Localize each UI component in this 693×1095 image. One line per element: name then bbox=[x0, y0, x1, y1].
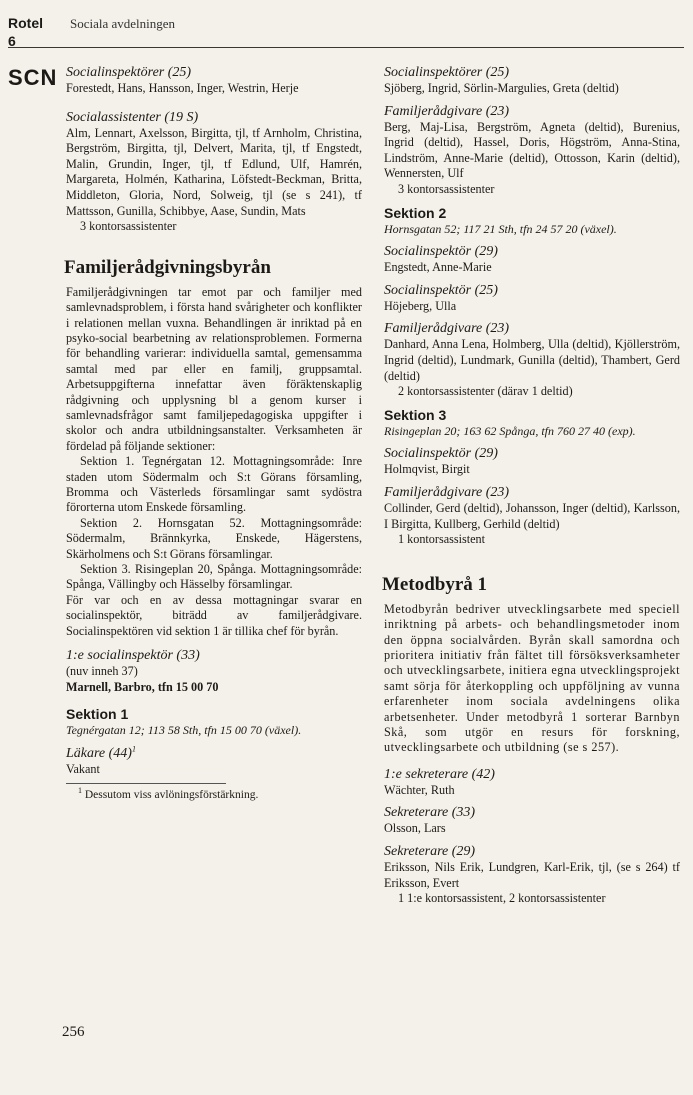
role-heading: 1:e socialinspektör (33) bbox=[66, 648, 200, 664]
staff-names: Holmqvist, Birgit bbox=[384, 462, 470, 477]
staff-names: Eriksson, Nils Erik, Lundgren, Karl-Erik, tjl, (se s 264) tf Eriksson, Evert bbox=[384, 859, 680, 890]
section-title: Sociala avdelningen bbox=[70, 16, 176, 31]
role-heading: Socialinspektör (29) bbox=[384, 446, 498, 462]
header-corner-number: 6 bbox=[8, 33, 16, 49]
role-heading: Familjerådgivare (23) bbox=[384, 103, 510, 119]
section-address: Hornsgatan 52; 117 21 Sth, tfn 24 57 20 (växel). bbox=[384, 221, 617, 236]
bureau-description: Familjerådgivningen tar emot par och familjer med samlevnadsproblem, i första hand svårigheter och konflikter i relationen mellan vuxna. Behandlingen är inriktad på en psyko-social bearbetning av relationsproblemen. Formerna för behandling varierar: individuella samtal, gemensamma samtal med par eller en familj, gruppsamtal. Arbetsuppgifterna innefattar även föräktenskaplig rådgivning och upplysning bl a genom kurser i samlevnadsfrågor samt familjepedagogiska uppgifter i skolor och andra utbildningsanstalter. Verksamheten är fördelad på följande sektioner: bbox=[66, 284, 362, 453]
staff-names: Sjöberg, Ingrid, Sörlin-Margulies, Greta (deltid) bbox=[384, 81, 619, 95]
section-description: Sektion 3. Risingeplan 20, Spånga. Mottagningsområde: Spånga, Vällingby och Hässelby församlingar. bbox=[66, 562, 362, 592]
staff-note: 3 kontorsassistenter bbox=[398, 181, 495, 196]
footnote-ref: 1 bbox=[131, 744, 136, 754]
header-rule bbox=[8, 47, 684, 48]
page-number: 256 bbox=[62, 1024, 85, 1040]
staff-names: Engstedt, Anne-Marie bbox=[384, 260, 492, 275]
role-heading: 1:e sekreterare (42) bbox=[384, 766, 495, 782]
section-description: Sektion 2. Hornsgatan 52. Mottagningsområde: Södermalm, Brännkyrka, Enskede, Hägerstens, Skärholmens och S:t Görans församlingar. bbox=[66, 515, 362, 561]
role-heading: Sekreterare (33) bbox=[384, 805, 476, 821]
left-column bbox=[66, 64, 362, 804]
staff-note: 1 1:e kontorsassistent, 2 kontorsassistenter bbox=[398, 891, 606, 906]
staff-names: Wächter, Ruth bbox=[384, 782, 455, 797]
section-heading: Sektion 2 bbox=[384, 204, 447, 221]
bureau-title: Metodbyrå 1 bbox=[382, 573, 488, 595]
section-code: SCN bbox=[8, 65, 58, 90]
section-description: Sektion 1. Tegnérgatan 12. Mottagningsområde: Inre staden utom Södermalm och S:t Görans församling, Bromma och Västerleds församlingar samt sydöstra förorterna utom Enskede församling. bbox=[66, 454, 362, 515]
role-note: (nuv inneh 37) bbox=[66, 664, 138, 679]
publisher-mark: Rotel bbox=[8, 15, 43, 31]
staff-note: 1 kontorsassistent bbox=[398, 532, 486, 547]
role-heading: Socialinspektörer (25) bbox=[66, 65, 192, 80]
section-address: Tegnérgatan 12; 113 58 Sth, tfn 15 00 70 (växel). bbox=[66, 723, 302, 738]
staff-note: 3 kontorsassistenter bbox=[80, 219, 177, 234]
role-heading: Socialassistenter (19 S) bbox=[66, 109, 199, 125]
page-header bbox=[8, 14, 684, 49]
role-heading: Läkare $(44)^1$ bbox=[66, 744, 136, 761]
footnote-rule bbox=[66, 783, 226, 784]
right-column bbox=[384, 64, 680, 907]
staff-names: Alm, Lennart, Axelsson, Birgitta, tjl, tf Arnholm, Christina, Bergström, Birgitta, tjl, Delvert, Marita, tjl, tf Engstedt, Malin, Grundin, Inger, tjl, tf Edlund, Ulf, Hamrén, Margareta, Holmén, Katharina, Löfstedt-Beckman, Britta, Middleton, Gloria, Nord, Solweig, tjl (se s 241), tf Mattsson, Gunilla, Schibbye, Aase, Sundin, Mats bbox=[66, 125, 362, 218]
section-heading: Sektion 3 bbox=[384, 406, 447, 423]
staff-names: Forestedt, Hans, Hansson, Inger, Westrin, Herje bbox=[66, 81, 299, 95]
role-heading: Familjerådgivare (23) bbox=[384, 484, 510, 500]
bureau-title: Familjerådgivningsbyrån bbox=[64, 256, 271, 278]
staff-names: Collinder, Gerd (deltid), Johansson, Inger (deltid), Karlsson, I Birgitta, Kullberg, Gerhild (deltid) bbox=[384, 500, 680, 531]
staff-names: Olsson, Lars bbox=[384, 821, 446, 836]
header-left bbox=[8, 14, 64, 50]
section-address: Risingeplan 20; 163 62 Spånga, tfn 760 27 40 (exp). bbox=[384, 423, 636, 438]
role-heading: Familjerådgivare (23) bbox=[384, 321, 510, 337]
role-heading: Socialinspektör (25) bbox=[384, 282, 498, 298]
section-heading: Sektion 1 bbox=[66, 706, 129, 723]
footnote: $^1$ Dessutom viss avlöningsförstärkning. bbox=[78, 786, 259, 802]
role-heading: Socialinspektörer (25) bbox=[384, 65, 510, 80]
staff-names: Höjeberg, Ulla bbox=[384, 298, 457, 313]
staff-note: 2 kontorsassistenter (därav 1 deltid) bbox=[398, 384, 573, 399]
staff-names: Danhard, Anna Lena, Holmberg, Ulla (deltid), Kjöllerström, Ingrid (deltid), Lundmark, Gunilla (deltid), Thambert, Gerd (deltid) bbox=[384, 337, 680, 383]
chief-name: Marnell, Barbro, tfn 15 00 70 bbox=[66, 679, 219, 694]
bureau-description: Metodbyrån bedriver utvecklingsarbete med speciell inriktning på arbets- och behandlingsmetoder inom den öppna socialvården. Byrån skall samordna och prioritera initiativ från fältet till försöksverksamheter och utvecklingsarbete, initiera egna utvecklingsprojekt samt sörja för återkoppling och uppföljning av vunna erfarenheter inom sociala avdelningens olika arbetsenheter. Under metodbyrå 1 sorterar Barnbyn Skå, som utgör en resurs för forskning, utvecklingsarbete och utbildning (se s 257). bbox=[384, 601, 680, 755]
role-heading: Socialinspektör (29) bbox=[384, 244, 498, 260]
staff-names: Vakant bbox=[66, 761, 100, 776]
role-heading: Sekreterare (29) bbox=[384, 843, 476, 859]
bureau-note: För var och en av dessa mottagningar svarar en socialinspektör, biträdd av familjerådgivare. Socialinspektören vid sektion 1 är tillika chef för byrån. bbox=[66, 592, 362, 638]
staff-names: Berg, Maj-Lisa, Bergström, Agneta (deltid), Burenius, Ingrid (deltid), Hassel, Doris, Högström, Anna-Stina, Lindström, Anne-Marie (deltid), Ottosson, Karin (deltid), Wennersten, Ulf bbox=[384, 119, 680, 181]
